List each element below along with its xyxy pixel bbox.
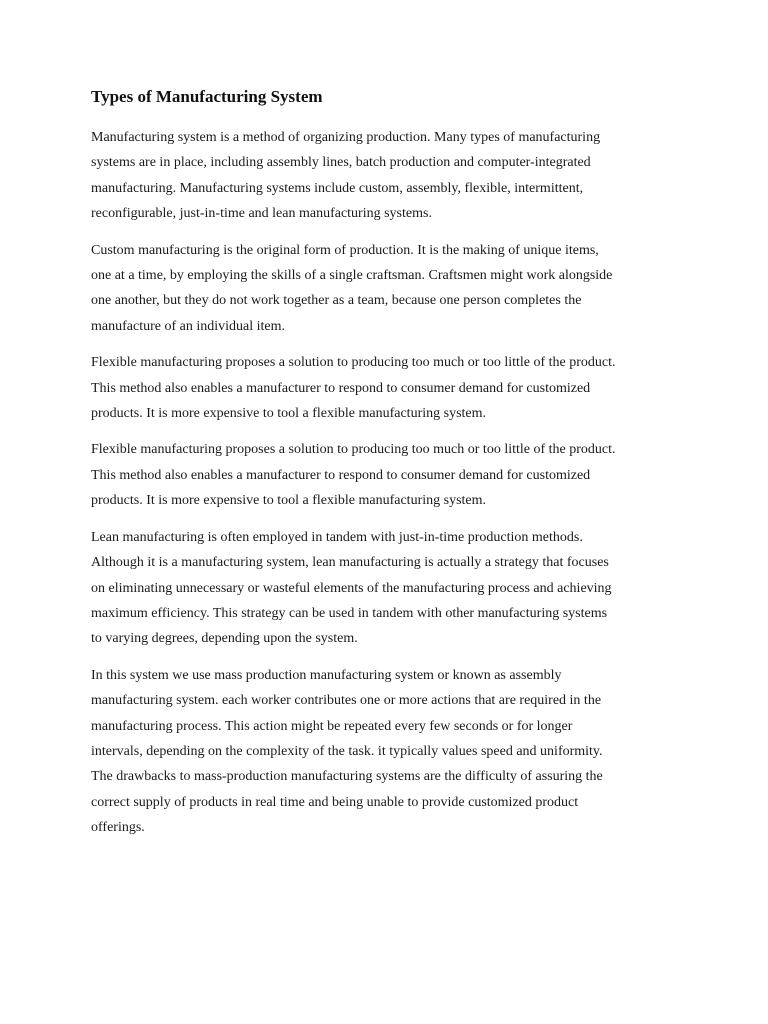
body-paragraph bbox=[91, 238, 691, 340]
paragraph-line: Flexible manufacturing proposes a solution to producing too much or too little of the product. bbox=[91, 442, 616, 458]
paragraph-line: reconfigurable, just-in-time and lean manufacturing systems. bbox=[91, 206, 432, 222]
body-paragraph bbox=[91, 525, 691, 652]
paragraph-line: Custom manufacturing is the original form of production. It is the making of unique items, bbox=[91, 242, 599, 258]
paragraph-line: Flexible manufacturing proposes a solution to producing too much or too little of the product. bbox=[91, 355, 616, 371]
paragraph-line: This method also enables a manufacturer to respond to consumer demand for customized bbox=[91, 380, 591, 396]
body-paragraph bbox=[91, 350, 691, 426]
paragraph-line: manufacturing process. This action might be repeated every few seconds or for longer bbox=[91, 718, 573, 734]
paragraph-line: In this system we use mass production manufacturing system or known as assembly bbox=[91, 667, 562, 683]
paragraph-line: systems are in place, including assembly lines, batch production and computer-integrated bbox=[91, 155, 591, 171]
paragraph-line: intervals, depending on the complexity of the task. it typically values speed and uniformity. bbox=[91, 743, 603, 759]
body-paragraph bbox=[91, 437, 691, 513]
paragraph-line: correct supply of products in real time and being unable to provide customized product bbox=[91, 794, 579, 810]
paragraph-line: This method also enables a manufacturer to respond to consumer demand for customized bbox=[91, 467, 591, 483]
paragraph-line: offerings. bbox=[91, 820, 145, 836]
paragraph-line: maximum efficiency. This strategy can be used in tandem with other manufacturing systems bbox=[91, 605, 608, 621]
paragraph-line: products. It is more expensive to tool a flexible manufacturing system. bbox=[91, 493, 487, 509]
paragraph-line: manufacture of an individual item. bbox=[91, 318, 285, 334]
paragraph-line: one another, but they do not work together as a team, because one person completes the bbox=[91, 293, 582, 309]
paragraph-line: manufacturing. Manufacturing systems include custom, assembly, flexible, intermittent, bbox=[91, 180, 584, 196]
paragraph-line: Manufacturing system is a method of organizing production. Many types of manufacturing bbox=[91, 130, 601, 145]
paragraph-line: Lean manufacturing is often employed in tandem with just-in-time production methods. bbox=[91, 529, 583, 545]
body-paragraph bbox=[91, 663, 691, 841]
document-body bbox=[91, 125, 691, 852]
body-paragraph bbox=[91, 125, 691, 227]
paragraph-line: one at a time, by employing the skills of a single craftsman. Craftsmen might work alongside bbox=[91, 268, 613, 284]
paragraph-line: manufacturing system. each worker contributes one or more actions that are required in the bbox=[91, 693, 602, 709]
paragraph-line: Although it is a manufacturing system, lean manufacturing is actually a strategy that focuses bbox=[91, 555, 609, 571]
paragraph-line: to varying degrees, depending upon the system. bbox=[91, 631, 358, 647]
paragraph-line: on eliminating unnecessary or wasteful elements of the manufacturing process and achieving bbox=[91, 580, 612, 596]
document-title: Types of Manufacturing System bbox=[91, 87, 323, 106]
paragraph-line: The drawbacks to mass-production manufacturing systems are the difficulty of assuring the bbox=[91, 769, 603, 785]
paragraph-line: products. It is more expensive to tool a flexible manufacturing system. bbox=[91, 406, 487, 422]
